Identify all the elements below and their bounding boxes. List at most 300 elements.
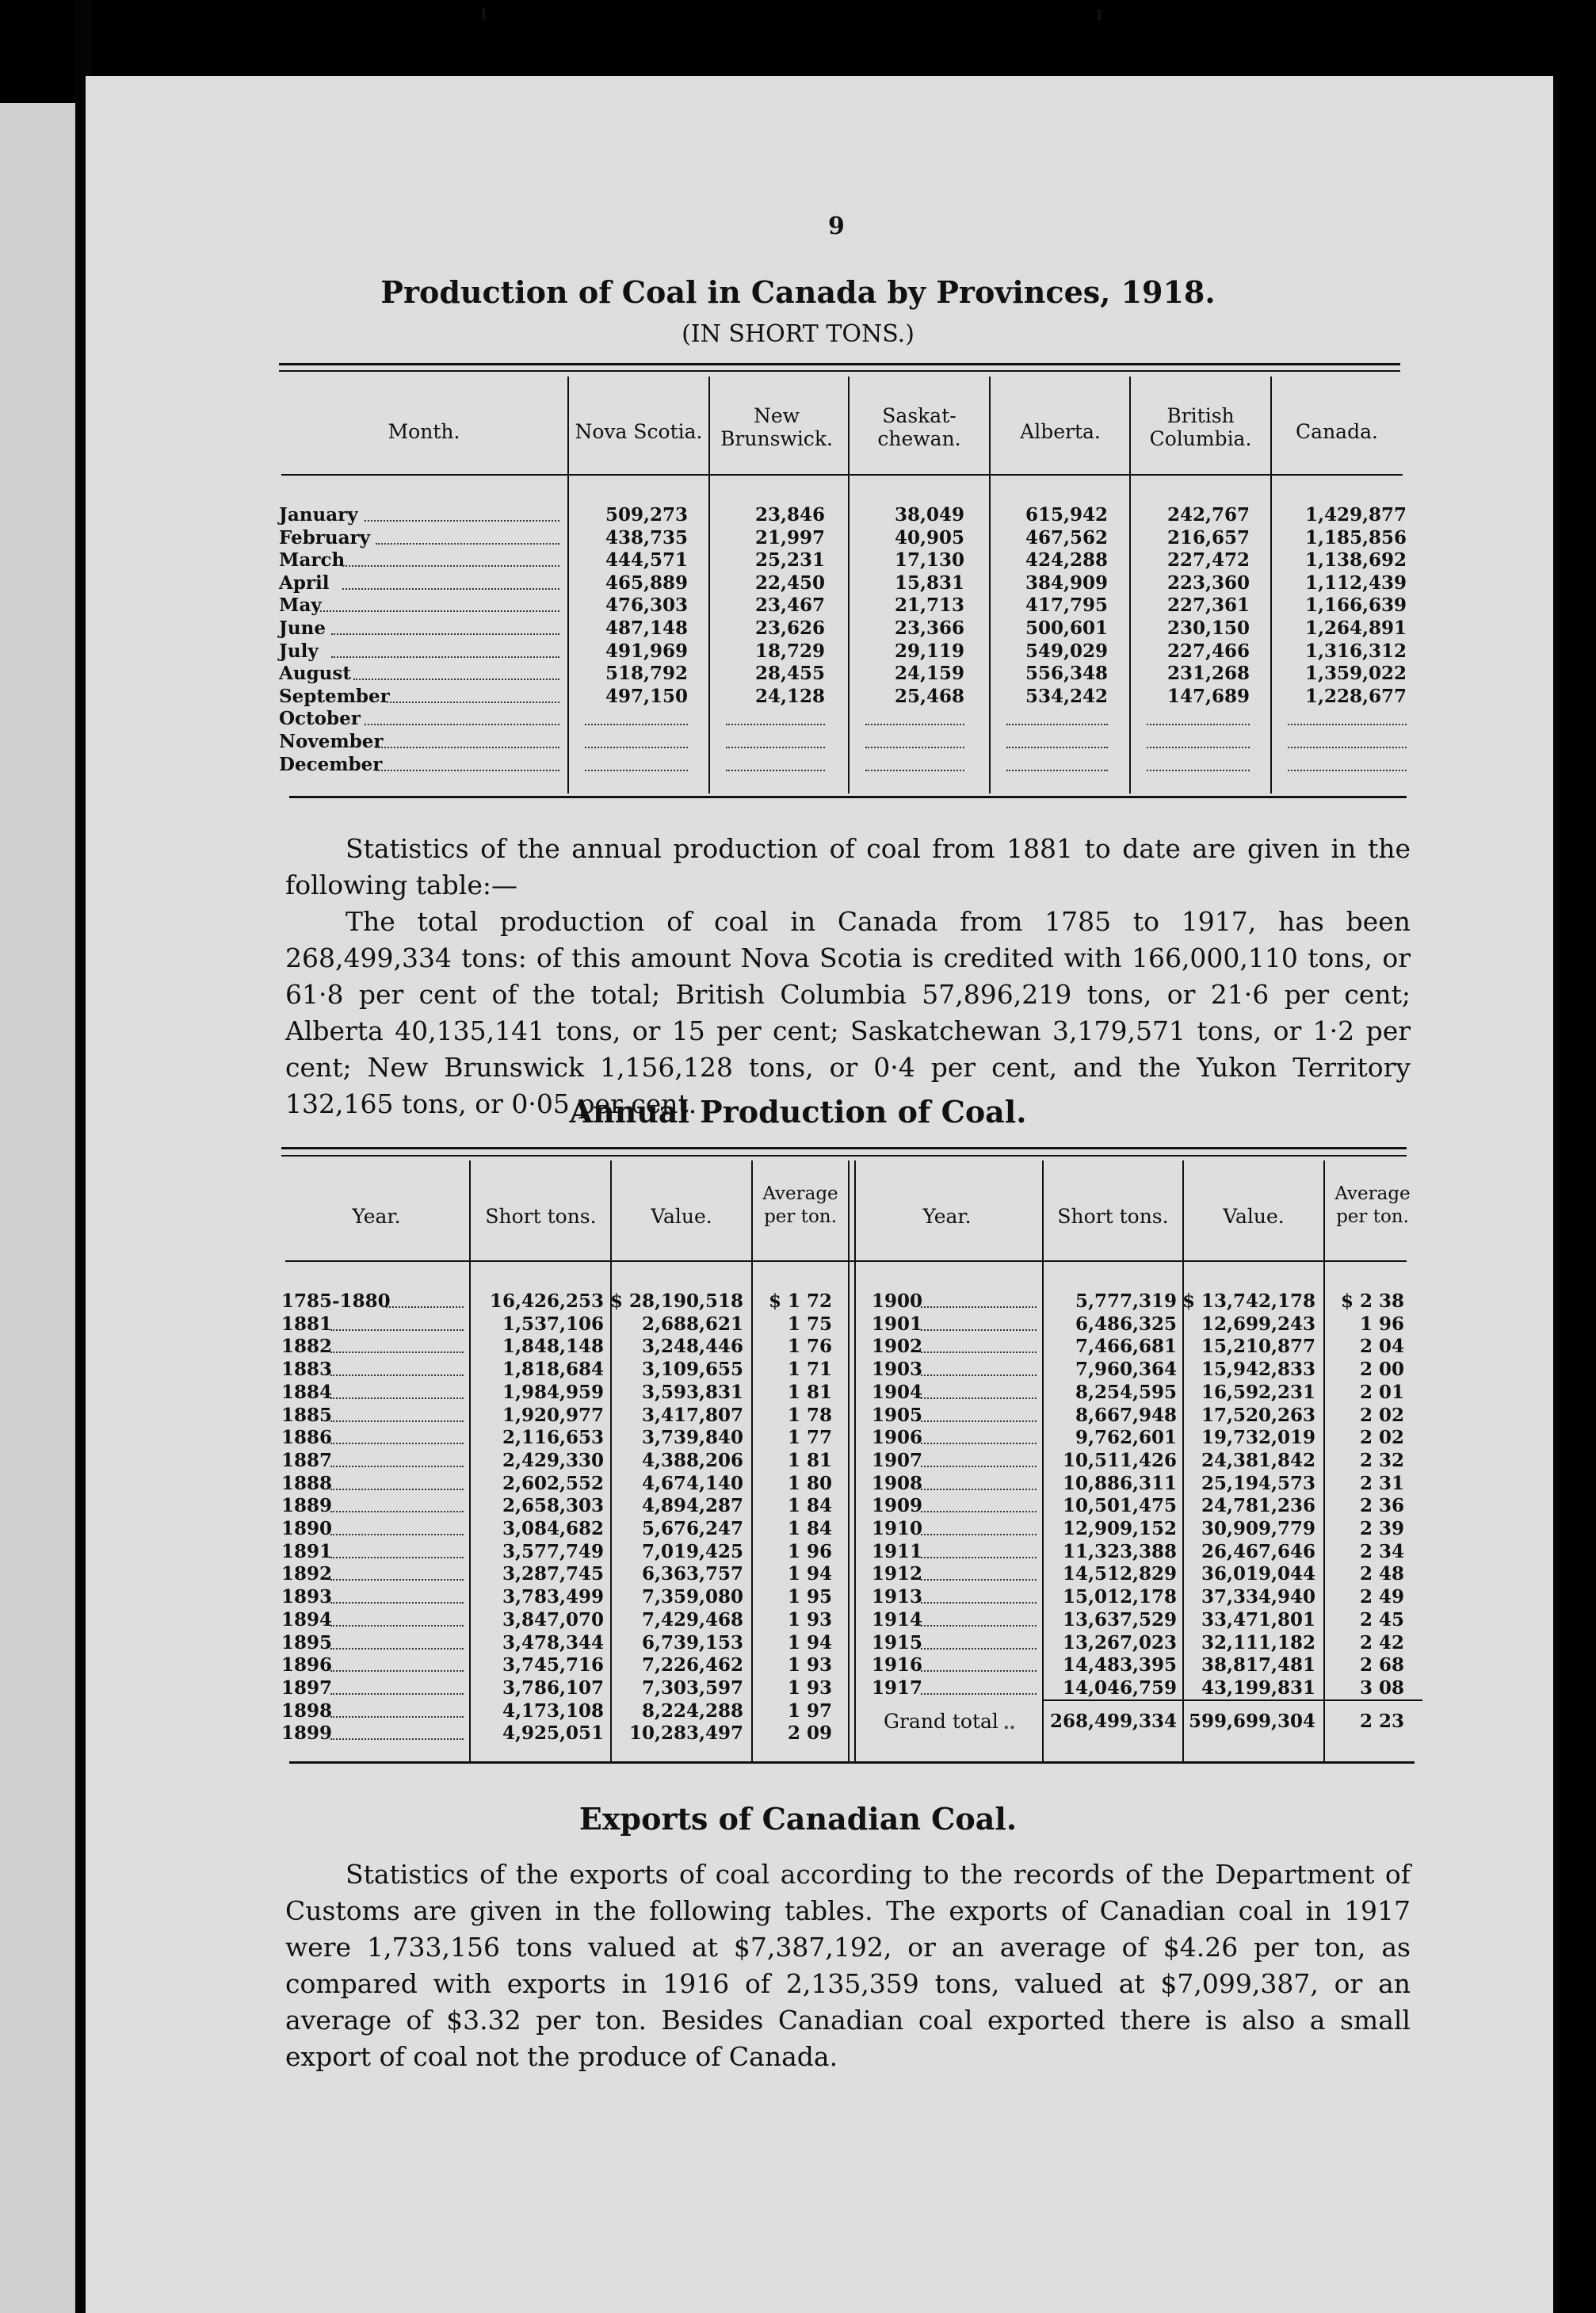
t2-left-value: 5,676,247 [641, 1518, 743, 1539]
paragraph-intro-text: Statistics of the annual production of coal from 1881 to date are given in the following table:— [285, 833, 1411, 900]
t2-right-tons: 7,960,364 [1075, 1359, 1177, 1381]
t1-empty-dots [1006, 747, 1108, 748]
t2-dot-leader [330, 1602, 464, 1604]
t2-left-value: 7,226,462 [641, 1654, 743, 1676]
t1-cell: 1,185,856 [1304, 526, 1407, 549]
t2-left-year: 1890 [281, 1518, 333, 1539]
t2-right-year: 1905 [872, 1404, 923, 1426]
t2-left-tons: 3,786,107 [502, 1676, 604, 1699]
t2-right-tons: 14,512,829 [1062, 1563, 1177, 1585]
t1-empty-dots [726, 770, 825, 771]
t2-left-value: 3,109,655 [641, 1359, 743, 1381]
grand-total-value: 599,699,304 [1188, 1711, 1315, 1732]
t2-dot-leader [921, 1648, 1037, 1650]
t2-dot-leader [921, 1420, 1037, 1422]
t2-right-avg: 2 48 [1359, 1563, 1404, 1585]
t2-dot-leader [921, 1557, 1037, 1558]
t2-left-avg: 1 95 [787, 1586, 832, 1608]
t1-cell: 23,846 [754, 504, 825, 526]
t2-right-tons: 8,254,595 [1075, 1381, 1177, 1403]
t2-right-tons: 6,486,325 [1075, 1313, 1177, 1335]
t2-dot-leader [921, 1511, 1037, 1512]
t1-dot-leader [376, 747, 559, 748]
grand-total-leader: .. [1003, 1713, 1016, 1734]
t1-empty-dots [585, 747, 688, 748]
page-number: 9 [828, 212, 845, 240]
paragraph-total-production: The total production of coal in Canada from 1785 to 1917, has been 268,499,334 tons: of this amount Nova Scotia is credited with 166,000,110 tons, or 61·8 per cent of the total; British Columbia 57,896,219 tons, or 21·6 per cent; Alberta 40,135,141 tons, or 15 per cent; Saskatchewan 3,179,571 tons, or 1·2 per cent; New Brunswick 1,156,128 tons, or 0·4 per cent, and the Yukon Territory 132,165 tons, or 0·05 per cent. [285, 906, 1411, 1119]
t2-left-year: 1894 [281, 1608, 333, 1631]
t2-right-tons: 7,466,681 [1075, 1336, 1177, 1358]
t2-left-value: 4,388,206 [641, 1449, 743, 1471]
t1-cell: 615,942 [1025, 504, 1108, 526]
t2-left-year: 1884 [281, 1381, 333, 1403]
t1-empty-dots [726, 724, 825, 725]
t1-cell: 227,472 [1166, 549, 1250, 572]
t2-right-tons: 13,637,529 [1062, 1608, 1177, 1631]
t2-left-tons: 3,783,499 [502, 1586, 604, 1608]
t2-header-year-left: Year. [352, 1205, 401, 1228]
t2-right-tons: 13,267,023 [1062, 1631, 1177, 1654]
t2-left-avg: 1 96 [787, 1540, 832, 1562]
t2-right-year: 1901 [872, 1313, 923, 1335]
t1-month-label: April [279, 572, 330, 594]
t2-right-avg: 2 42 [1359, 1631, 1404, 1654]
t1-cell: 500,601 [1025, 617, 1108, 639]
t2-left-tons: 4,925,051 [502, 1722, 604, 1745]
t2-dot-leader [330, 1329, 464, 1331]
t1-cell: 23,626 [754, 617, 825, 639]
t1-cell: 21,997 [754, 526, 825, 549]
t2-dot-leader [921, 1306, 1037, 1308]
t1-cell: 22,450 [754, 572, 825, 594]
t1-cell: 25,468 [894, 685, 964, 707]
t1-cell: 549,029 [1025, 640, 1108, 662]
t2-right-value: 15,210,877 [1201, 1336, 1315, 1358]
t2-right-avg: 2 02 [1359, 1427, 1404, 1449]
grand-total-tons: 268,499,334 [1049, 1711, 1177, 1732]
t1-header-british-columbia: British Columbia. [1149, 404, 1252, 450]
t2-right-year: 1907 [872, 1449, 923, 1471]
t1-header-canada: Canada. [1296, 420, 1378, 443]
table2-col-divider [848, 1160, 850, 1763]
t2-left-value: 7,303,597 [641, 1676, 743, 1699]
t2-left-value: 3,417,807 [641, 1404, 743, 1426]
t1-cell: 497,150 [605, 685, 688, 707]
t1-dot-leader [376, 770, 559, 771]
t2-left-year: 1893 [281, 1586, 333, 1608]
t1-cell: 40,905 [894, 526, 964, 549]
table1-top-rule-2 [279, 370, 1400, 372]
t2-right-year: 1900 [872, 1290, 923, 1312]
t2-left-avg: 1 81 [787, 1449, 832, 1471]
t2-right-value: 36,019,044 [1201, 1563, 1315, 1585]
t1-cell: 29,119 [894, 640, 964, 662]
t1-cell: 1,264,891 [1304, 617, 1407, 639]
t2-left-value: 7,019,425 [641, 1540, 743, 1562]
t1-month-label: July [279, 640, 319, 662]
t2-right-value: 15,942,833 [1201, 1359, 1315, 1381]
t2-dot-leader [330, 1534, 464, 1535]
t2-left-avg: 1 94 [787, 1563, 832, 1585]
t2-right-value: 32,111,182 [1201, 1631, 1315, 1654]
t2-dot-leader [386, 1306, 464, 1308]
t2-dot-leader [921, 1579, 1037, 1581]
t2-left-year: 1881 [281, 1313, 333, 1335]
t1-cell: 216,657 [1166, 526, 1250, 549]
t2-left-value: 3,739,840 [641, 1427, 743, 1449]
t1-cell: 28,455 [754, 663, 825, 685]
t2-left-value: 4,894,287 [641, 1495, 743, 1517]
t1-empty-dots [1006, 770, 1108, 771]
t1-cell: 556,348 [1025, 663, 1108, 685]
t1-header-month: Month. [388, 420, 460, 443]
t1-cell: 1,429,877 [1304, 504, 1407, 526]
t2-header-average-right: Average per ton. [1334, 1183, 1411, 1227]
t2-right-year: 1914 [872, 1608, 923, 1631]
t2-right-tons: 14,483,395 [1062, 1654, 1177, 1676]
t2-left-avg: 1 93 [787, 1654, 832, 1676]
t2-left-tons: 3,287,745 [502, 1563, 604, 1585]
t2-right-avg: 2 36 [1359, 1495, 1404, 1517]
t2-left-tons: 16,426,253 [489, 1290, 604, 1312]
t1-dot-leader [342, 588, 559, 590]
t2-right-year: 1903 [872, 1359, 923, 1381]
t2-dot-leader [921, 1693, 1037, 1695]
t2-left-avg: 1 94 [787, 1631, 832, 1654]
t2-dot-leader [330, 1420, 464, 1422]
t2-right-avg: 2 34 [1359, 1540, 1404, 1562]
t2-right-value: $ 13,742,178 [1182, 1290, 1316, 1312]
t1-empty-dots [865, 770, 964, 771]
t1-dot-leader [353, 679, 559, 680]
t2-right-value: 24,381,842 [1201, 1449, 1315, 1471]
t2-right-avg: 2 00 [1359, 1359, 1404, 1381]
table2-col-divider [854, 1160, 856, 1763]
t1-empty-dots [1288, 747, 1407, 748]
t2-dot-leader [330, 1670, 464, 1672]
t2-left-year: 1886 [281, 1427, 333, 1449]
t2-dot-leader [330, 1397, 464, 1399]
t1-dot-leader [376, 543, 559, 545]
t2-right-value: 24,781,236 [1201, 1495, 1315, 1517]
t2-left-value: 3,593,831 [641, 1381, 743, 1403]
t2-left-year: 1887 [281, 1449, 333, 1471]
t1-dot-leader [342, 565, 559, 567]
t2-left-year: 1895 [281, 1631, 333, 1654]
t2-right-avg: 2 45 [1359, 1608, 1404, 1631]
t2-left-tons: 4,173,108 [502, 1699, 604, 1722]
adjacent-page-edge [0, 103, 75, 2313]
t2-right-tons: 14,046,759 [1062, 1676, 1177, 1699]
t1-cell: 23,467 [754, 594, 825, 617]
t1-dot-leader [365, 520, 559, 522]
t2-right-value: 38,817,481 [1201, 1654, 1315, 1676]
t2-left-year: 1785-1880 [281, 1290, 391, 1312]
t1-cell: 230,150 [1166, 617, 1250, 639]
t2-right-avg: 2 39 [1359, 1518, 1404, 1539]
t1-empty-dots [1147, 747, 1250, 748]
t2-right-tons: 8,667,948 [1075, 1404, 1177, 1426]
t1-empty-dots [1147, 770, 1250, 771]
t1-cell: 491,969 [605, 640, 688, 662]
t2-header-short-tons-right: Short tons. [1057, 1205, 1169, 1228]
t2-right-avg: 2 01 [1359, 1381, 1404, 1403]
t2-header-average-left: Average per ton. [762, 1183, 838, 1227]
table1-bottom-rule [289, 796, 1407, 798]
t1-cell: 38,049 [894, 504, 964, 526]
t1-cell: 534,242 [1025, 685, 1108, 707]
t2-right-avg: 2 04 [1359, 1336, 1404, 1358]
t2-left-value: 10,283,497 [628, 1722, 743, 1745]
t2-right-year: 1904 [872, 1381, 923, 1403]
t2-left-year: 1896 [281, 1654, 333, 1676]
t1-cell: 1,112,439 [1304, 572, 1407, 594]
t1-month-label: January [279, 504, 358, 526]
t2-right-value: 43,199,831 [1201, 1676, 1315, 1699]
t2-left-tons: 3,745,716 [502, 1654, 604, 1676]
t2-left-value: 4,674,140 [641, 1472, 743, 1494]
t2-right-year: 1912 [872, 1563, 923, 1585]
t2-dot-leader [921, 1489, 1037, 1490]
t1-cell: 417,795 [1025, 594, 1108, 617]
t2-left-year: 1882 [281, 1336, 333, 1358]
t2-right-avg: $ 2 38 [1340, 1290, 1404, 1312]
t2-left-tons: 3,478,344 [502, 1631, 604, 1654]
t2-dot-leader [921, 1329, 1037, 1331]
t2-dot-leader [330, 1648, 464, 1650]
t2-dot-leader [330, 1374, 464, 1376]
table1-subtitle: (IN SHORT TONS.) [682, 320, 914, 348]
t1-cell: 15,831 [894, 572, 964, 594]
t2-right-avg: 2 02 [1359, 1404, 1404, 1426]
t2-left-avg: 1 93 [787, 1676, 832, 1699]
t1-cell: 231,268 [1166, 663, 1250, 685]
t1-cell: 18,729 [754, 640, 825, 662]
t1-cell: 1,359,022 [1304, 663, 1407, 685]
t2-left-avg: 1 93 [787, 1608, 832, 1631]
t2-left-tons: 2,429,330 [502, 1449, 604, 1471]
table1-top-rule [279, 363, 1400, 365]
t1-cell: 23,366 [894, 617, 964, 639]
t2-left-avg: 2 09 [787, 1722, 832, 1745]
t2-right-year: 1906 [872, 1427, 923, 1449]
t2-right-avg: 2 32 [1359, 1449, 1404, 1471]
t2-left-year: 1897 [281, 1676, 333, 1699]
t2-dot-leader [330, 1489, 464, 1490]
t2-right-tons: 5,777,319 [1075, 1290, 1177, 1312]
t2-header-year-right: Year. [922, 1205, 972, 1228]
t1-cell: 223,360 [1166, 572, 1250, 594]
t2-right-tons: 9,762,601 [1075, 1427, 1177, 1449]
t2-left-value: 2,688,621 [641, 1313, 743, 1335]
t2-dot-leader [330, 1511, 464, 1512]
t2-header-short-tons-left: Short tons. [485, 1205, 597, 1228]
t1-cell: 438,735 [605, 526, 688, 549]
t2-right-year: 1916 [872, 1654, 923, 1676]
t2-left-year: 1892 [281, 1563, 333, 1585]
t1-cell: 24,128 [754, 685, 825, 707]
table2-top-rule [281, 1147, 1407, 1149]
t1-empty-dots [1288, 724, 1407, 725]
t2-left-avg: 1 84 [787, 1518, 832, 1539]
t1-cell: 1,138,692 [1304, 549, 1407, 572]
t2-right-value: 26,467,646 [1201, 1540, 1315, 1562]
t2-right-value: 33,471,801 [1201, 1608, 1315, 1631]
t2-dot-leader [921, 1602, 1037, 1604]
t2-left-tons: 1,537,106 [502, 1313, 604, 1335]
exports-title: Exports of Canadian Coal. [578, 1801, 1018, 1837]
t2-left-value: $ 28,190,518 [610, 1290, 744, 1312]
grand-total-avg: 2 23 [1359, 1711, 1404, 1732]
t1-dot-leader [331, 633, 559, 635]
t2-right-avg: 2 68 [1359, 1654, 1404, 1676]
t2-right-year: 1910 [872, 1518, 923, 1539]
table2-top-rule-2 [281, 1155, 1407, 1156]
t1-cell: 1,316,312 [1304, 640, 1407, 662]
t2-right-tons: 10,511,426 [1062, 1449, 1177, 1471]
t1-cell: 147,689 [1166, 685, 1250, 707]
table2-bottom-rule [289, 1761, 1415, 1764]
t2-left-tons: 1,920,977 [502, 1404, 604, 1426]
t1-cell: 467,562 [1025, 526, 1108, 549]
t1-month-label: November [279, 731, 384, 752]
t1-header-alberta: Alberta. [1020, 420, 1101, 443]
table1-header-rule [281, 474, 1403, 476]
t1-dot-leader [365, 724, 559, 725]
t2-left-year: 1885 [281, 1404, 333, 1426]
t1-cell: 424,288 [1025, 549, 1108, 572]
t2-left-avg: 1 80 [787, 1472, 832, 1494]
t2-left-year: 1883 [281, 1359, 333, 1381]
t2-right-year: 1913 [872, 1586, 923, 1608]
t2-left-avg: $ 1 72 [768, 1290, 832, 1312]
t1-cell: 465,889 [605, 572, 688, 594]
t2-dot-leader [921, 1466, 1037, 1467]
t1-cell: 242,767 [1166, 504, 1250, 526]
t2-dot-leader [330, 1693, 464, 1695]
t2-right-year: 1909 [872, 1495, 923, 1517]
t2-dot-leader [330, 1579, 464, 1581]
paragraph-exports [285, 1856, 1411, 2075]
t1-cell: 227,361 [1166, 594, 1250, 617]
t2-right-year: 1908 [872, 1472, 923, 1494]
t2-dot-leader [921, 1374, 1037, 1376]
paragraph-exports-text: Statistics of the exports of coal according to the records of the Department of Customs are given in the following tables. The exports of Canadian coal in 1917 were 1,733,156 tons valued at $7,387,192, or an average of $4.26 per ton, as compared with exports in 1916 of 2,135,359 tons, valued at $7,099,387, or an average of $3.32 per ton. Besides Canadian coal exported there is also a small export of coal not the produce of Canada. [285, 1859, 1411, 2072]
t1-cell: 487,148 [605, 617, 688, 639]
grand-total-label: Grand total [884, 1710, 998, 1733]
t2-left-tons: 2,602,552 [502, 1472, 604, 1494]
t2-dot-leader [921, 1534, 1037, 1535]
t1-month-label: October [279, 708, 361, 730]
t1-dot-leader [387, 702, 559, 703]
t1-empty-dots [1288, 770, 1407, 771]
t1-cell: 476,303 [605, 594, 688, 617]
t2-dot-leader [330, 1557, 464, 1558]
t1-empty-dots [865, 747, 964, 748]
t2-dot-leader [921, 1670, 1037, 1672]
t2-right-tons: 15,012,178 [1062, 1586, 1177, 1608]
t1-dot-leader [331, 656, 559, 658]
t1-dot-leader [320, 610, 559, 612]
t2-header-value-left: Value. [651, 1205, 712, 1228]
t2-right-tons: 11,323,388 [1062, 1540, 1177, 1562]
t1-cell: 1,166,639 [1304, 594, 1407, 617]
t2-right-value: 16,592,231 [1201, 1381, 1315, 1403]
t1-month-label: March [279, 549, 346, 572]
table2-header-rule [285, 1260, 1407, 1262]
t2-dot-leader [921, 1351, 1037, 1353]
t2-left-tons: 3,577,749 [502, 1540, 604, 1562]
t2-left-year: 1888 [281, 1472, 333, 1494]
t2-right-year: 1915 [872, 1631, 923, 1654]
t2-left-value: 8,224,288 [641, 1699, 743, 1722]
t2-left-avg: 1 84 [787, 1495, 832, 1517]
t2-left-year: 1898 [281, 1699, 333, 1722]
t1-cell: 227,466 [1166, 640, 1250, 662]
t2-left-tons: 1,984,959 [502, 1381, 604, 1403]
t2-dot-leader [330, 1443, 464, 1444]
t1-empty-dots [1147, 724, 1250, 725]
t2-left-avg: 1 78 [787, 1404, 832, 1426]
t1-empty-dots [1006, 724, 1108, 725]
t2-left-avg: 1 97 [787, 1699, 832, 1722]
t2-left-tons: 3,847,070 [502, 1608, 604, 1631]
paragraph-intro [285, 831, 1411, 1122]
t2-right-value: 37,334,940 [1201, 1586, 1315, 1608]
t2-left-tons: 1,818,684 [502, 1359, 604, 1381]
t2-left-avg: 1 71 [787, 1359, 832, 1381]
t1-month-label: August [279, 663, 351, 685]
t1-empty-dots [865, 724, 964, 725]
t2-right-avg: 1 96 [1359, 1313, 1404, 1335]
t2-dot-leader [921, 1397, 1037, 1399]
t2-right-value: 25,194,573 [1201, 1472, 1315, 1494]
t2-left-value: 6,739,153 [641, 1631, 743, 1654]
t2-right-year: 1917 [872, 1676, 923, 1699]
t2-left-value: 3,248,446 [641, 1336, 743, 1358]
t2-dot-leader [330, 1738, 464, 1740]
t2-left-year: 1889 [281, 1495, 333, 1517]
t2-left-avg: 1 75 [787, 1313, 832, 1335]
t2-left-tons: 2,658,303 [502, 1495, 604, 1517]
table1-title: Production of Coal in Canada by Provinces, 1918. [380, 274, 1216, 310]
t2-left-tons: 1,848,148 [502, 1336, 604, 1358]
t2-dot-leader [921, 1443, 1037, 1444]
t1-empty-dots [585, 724, 688, 725]
t2-left-value: 7,429,468 [641, 1608, 743, 1631]
t1-month-label: June [279, 617, 326, 639]
t1-cell: 444,571 [605, 549, 688, 572]
t1-month-label: December [279, 753, 383, 775]
t2-dot-leader [330, 1716, 464, 1718]
t2-right-value: 12,699,243 [1201, 1313, 1315, 1335]
t1-cell: 25,231 [754, 549, 825, 572]
t2-dot-leader [921, 1625, 1037, 1627]
t1-header-nova-scotia: Nova Scotia. [575, 420, 703, 443]
grand-total-rule [1042, 1699, 1422, 1701]
scan-speck [482, 8, 485, 19]
t2-right-tons: 10,501,475 [1062, 1495, 1177, 1517]
t2-dot-leader [330, 1625, 464, 1627]
t2-right-year: 1911 [872, 1540, 923, 1562]
t1-cell: 24,159 [894, 663, 964, 685]
t2-right-tons: 10,886,311 [1062, 1472, 1177, 1494]
t2-right-tons: 12,909,152 [1062, 1518, 1177, 1539]
t1-empty-dots [726, 747, 825, 748]
table2-title: Annual Production of Coal. [569, 1094, 1027, 1130]
t2-left-tons: 2,116,653 [502, 1427, 604, 1449]
t1-cell: 384,909 [1025, 572, 1108, 594]
